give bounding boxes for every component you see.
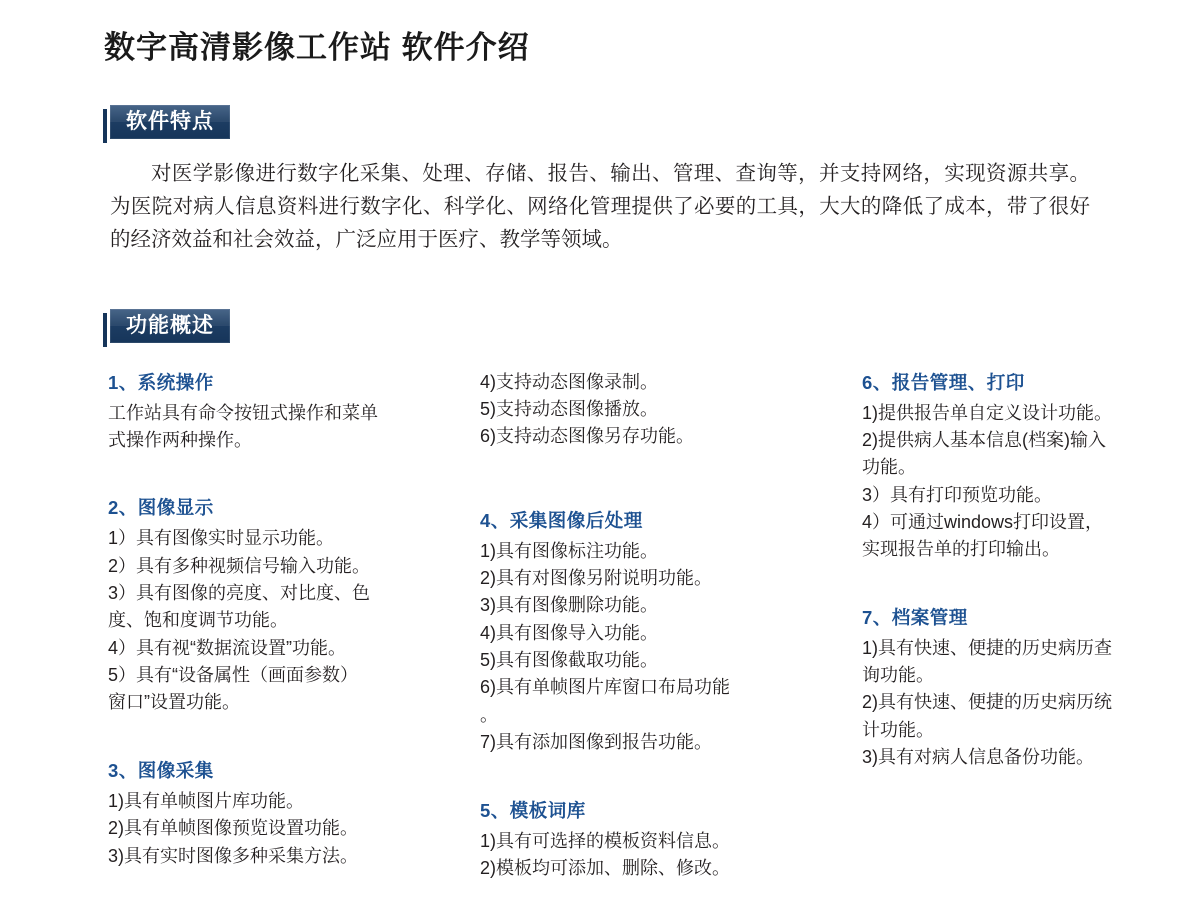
block-title: 6、报告管理、打印: [862, 371, 1025, 393]
block-line: 式操作两种操作。: [108, 429, 252, 450]
features-paragraph: 对医学影像进行数字化采集、处理、存储、报告、输出、管理、查询等，并支持网络，实现资源共享。为医院对病人信息资料进行数字化、科学化、网络化管理提供了必要的工具，大大的降低了成本，带了很好的经济效益和社会效益，广泛应用于医疗、教学等领域。: [110, 162, 1090, 252]
block-line: 度、饱和度调节功能。: [108, 610, 288, 631]
block-line: 4)支持动态图像录制。: [480, 371, 659, 392]
block-line: 功能。: [862, 457, 916, 478]
block-line: 。: [480, 704, 498, 725]
block-line: 2)具有对图像另附说明功能。: [480, 568, 713, 589]
block-line: 1)具有图像标注功能。: [480, 540, 659, 561]
block-system-operation: [108, 369, 448, 455]
block-line: 实现报告单的打印输出。: [862, 539, 1060, 560]
block-line: 2)具有单帧图像预览设置功能。: [108, 818, 359, 839]
block-line: 7)具有添加图像到报告功能。: [480, 732, 713, 753]
block-template-library: [480, 797, 830, 883]
block-image-capture: [108, 757, 448, 870]
block-title: 1、系统操作: [108, 371, 214, 393]
block-post-processing: [480, 507, 830, 757]
block-line: 2)具有快速、便捷的历史病历统: [862, 692, 1113, 713]
block-line: 5)支持动态图像播放。: [480, 398, 659, 419]
block-line: 3)具有实时图像多种采集方法。: [108, 845, 359, 866]
block-line: 6)支持动态图像另存功能。: [480, 426, 695, 447]
block-line: 3)具有图像删除功能。: [480, 595, 659, 616]
block-line: 工作站具有命令按钮式操作和菜单: [108, 402, 378, 423]
block-title: 3、图像采集: [108, 759, 214, 781]
block-image-display: [108, 494, 448, 717]
page-title: 数字高清影像工作站 软件介绍: [104, 30, 530, 65]
block-title: 7、档案管理: [862, 606, 968, 628]
block-title: 2、图像显示: [108, 497, 214, 519]
block-report-management: [862, 369, 1192, 564]
block-line: 4)具有图像导入功能。: [480, 622, 659, 643]
block-line: 2）具有多种视频信号输入功能。: [108, 555, 371, 576]
block-line: 窗口”设置功能。: [108, 692, 240, 713]
block-title: 4、采集图像后处理: [480, 509, 643, 531]
section-header-overview: 功能概述: [110, 309, 230, 343]
block-title: 5、模板词库: [480, 799, 586, 821]
column-right: [862, 369, 1192, 900]
block-line: 3）具有图像的亮度、对比度、色: [108, 583, 371, 604]
overview-columns: [108, 369, 1113, 900]
column-middle: [480, 369, 830, 900]
block-line: 1)具有可选择的模板资料信息。: [480, 830, 731, 851]
block-line: 3）具有打印预览功能。: [862, 484, 1053, 505]
column-left: [108, 369, 448, 900]
block-line: 1)提供报告单自定义设计功能。: [862, 402, 1113, 423]
block-line: 2)提供病人基本信息(档案)输入: [862, 429, 1106, 450]
block-line: 4）具有视“数据流设置”功能。: [108, 637, 346, 658]
section-header-features: 软件特点: [110, 105, 230, 139]
block-line: 3)具有对病人信息备份功能。: [862, 747, 1095, 768]
block-line: 6)具有单帧图片库窗口布局功能: [480, 677, 731, 698]
block-line: 计功能。: [862, 719, 934, 740]
block-line: 5）具有“设备属性（画面参数）: [108, 665, 359, 686]
block-capture-continued: [480, 369, 830, 451]
block-line: 2)模板均可添加、删除、修改。: [480, 857, 731, 878]
block-line: 1)具有单帧图片库功能。: [108, 790, 305, 811]
block-line: 1）具有图像实时显示功能。: [108, 528, 335, 549]
block-line: 5)具有图像截取功能。: [480, 650, 659, 671]
block-line: 1)具有快速、便捷的历史病历查: [862, 637, 1113, 658]
block-line: 4）可通过windows打印设置，: [862, 512, 1104, 533]
block-line: 询功能。: [862, 665, 934, 686]
block-archive-management: [862, 604, 1192, 772]
